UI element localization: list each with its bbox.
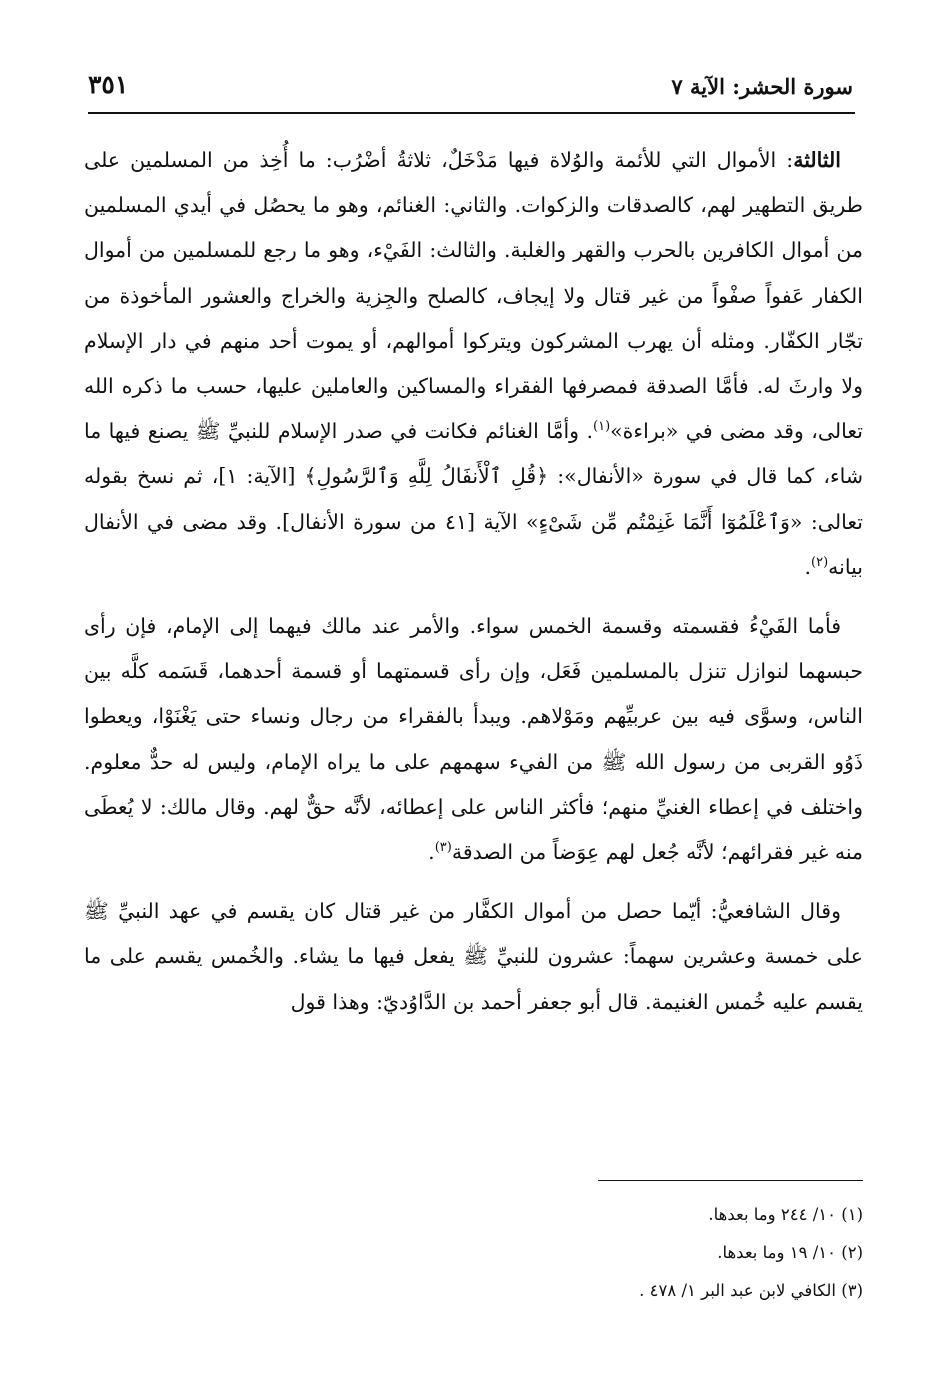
main-text	[84, 138, 863, 1025]
paragraph-text: فأما الفَيْءُ فقسمته وقسمة الخمس سواء. والأمر عند مالك فيهما إلى الإمام، فإن رأى حبسهما لنوازل تنزل بالمسلمين فَعَل، وإن رأى قسمتهما أو قسمة أحدهما، قَسَمه كلَّه بين الناس، وسوَّى فيه بين عربيِّهم ومَوْلاهم. ويبدأ بالفقراء من رجال ونساء حتى يَغْنَوْا، ويعطوا ذَوُو القربى من رسول الله ﷺ من الفيء سهمهم على ما يراه الإمام، وليس له حدٌّ معلوم. واختلف في إعطاء الغنيِّ منهم؛ فأكثر الناس على إعطائه، لأنَّه حقٌّ لهم. وقال مالك: لا يُعطَى منه غير فقرائهم؛ لأنَّه جُعل لهم عِوَضاً من الصدقة	[84, 614, 863, 865]
paragraph-third-category	[84, 138, 863, 590]
footnote-3: (٣) الكافي لابن عبد البر ١/ ٤٧٨ .	[639, 1281, 863, 1300]
footnote-separator	[598, 1180, 863, 1181]
paragraph-lead-word: الثالثة	[793, 148, 841, 172]
footnote-ref-3: (٣)	[434, 840, 452, 856]
paragraph-shafii-view	[84, 889, 863, 1025]
paragraph-text: : الأموال التي للأئمة والوُلاة فيها مَدْخَلٌ، ثلاثةُ أضْرُب: ما أُخِذ من المسلمين على طريق التطهير لهم، كالصدقات والزكوات. والثاني: الغنائم، وهو ما يحصُل في أيدي المسلمين من أموال الكافرين بالحرب والقهر والغلبة. والثالث: الفَيْء، وهو ما رجع للمسلمين من أموال الكفار عَفواً صفْواً من غير قتال ولا إيجاف، كالصلح والجِزية والخراج والعشور المأخوذة من تجّار الكفّار. ومثله أن يهرب المشركون ويتركوا أموالهم، أو يموت أحد منهم في دار الإسلام ولا وارثَ له. فأمَّا الصدقة فمصرفها الفقراء والمساكين والعاملين عليها، حسب ما ذكره الله تعالى، وقد مضى في «براءة»	[84, 148, 863, 444]
paragraph-fay-division	[84, 604, 863, 875]
footnote-ref-2: (٢)	[811, 555, 829, 570]
running-title: سورة الحشر: الآية ٧	[671, 74, 853, 99]
page-header	[88, 66, 853, 110]
paragraph-text: . وأمَّا الغنائم فكانت في صدر الإسلام للنبيِّ ﷺ يصنع فيها ما شاء، كما قال في سورة «الأنفال»: ﴿قُلِ ٱلْأَنفَالُ لِلَّهِ وَٱلرَّسُولِ﴾ [الآية: ١]، ثم نسخ بقوله تعالى: «وَٱعْلَمُوٓا أَنَّمَا غَنِمْتُم مِّن شَىْءٍ» الآية [٤١ من سورة الأنفال]. وقد مضى في الأنفال بيانه	[84, 419, 863, 579]
header-rule	[88, 112, 855, 114]
footnotes	[84, 1196, 863, 1310]
footnote-2: (٢) ١٠/ ١٩ وما بعدها.	[717, 1243, 863, 1262]
page-number: ٣٥١	[88, 70, 129, 99]
footnote-ref-1: (١)	[593, 419, 611, 435]
footnote-1: (١) ١٠/ ٢٤٤ وما بعدها.	[708, 1205, 863, 1224]
paragraph-text: .	[804, 554, 812, 579]
paragraph-text: .	[428, 840, 435, 865]
paragraph-text: وقال الشافعيُّ: أيّما حصل من أموال الكفَّار من غير قتال كان يقسم في عهد النبيِّ ﷺ على خمسة وعشرين سهماً: عشرون للنبيِّ ﷺ يفعل فيها ما يشاء. والخُمس يقسم على ما يقسم عليه خُمس الغنيمة. قال أبو جعفر أحمد بن الدَّاوُديّ: وهذا قول	[84, 899, 863, 1014]
